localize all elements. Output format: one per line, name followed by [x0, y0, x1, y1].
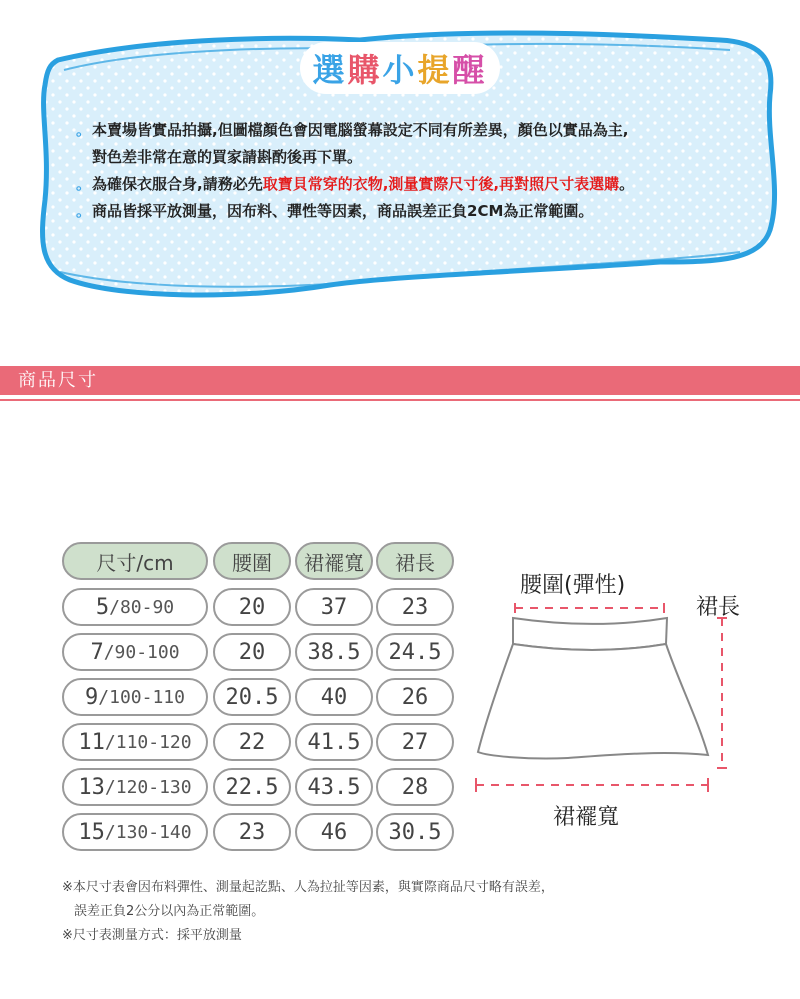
- notice-title-char: 選: [312, 51, 348, 89]
- table-cell-length: 23: [376, 588, 454, 626]
- skirt-illustration: [458, 560, 800, 840]
- header-hem: 裙襬寬: [295, 542, 373, 580]
- size-value: 5: [95, 594, 110, 620]
- table-cell-hem: 41.5: [295, 723, 373, 761]
- table-cell-waist: 22: [213, 723, 291, 761]
- size-range: /90-100: [103, 641, 180, 663]
- notice-title-char: 購: [347, 51, 383, 89]
- notice-text: 本賣場皆實品拍攝,但圖檔顏色會因電腦螢幕設定不同有所差異，顏色以實品為主,: [92, 121, 629, 139]
- table-cell-waist: 20: [213, 633, 291, 671]
- section-divider: [0, 399, 800, 401]
- notice-highlight-text: 取寶貝常穿的衣物,測量實際尺寸後,再對照尺寸表選購: [262, 175, 620, 193]
- table-cell-length: 30.5: [376, 813, 454, 851]
- size-value: 9: [85, 684, 99, 710]
- table-cell-hem: 37: [295, 588, 373, 626]
- notice-panel: [0, 0, 800, 330]
- table-cell-waist: 20.5: [213, 678, 291, 716]
- table-cell-size: [62, 723, 208, 761]
- size-value: 15: [78, 819, 105, 845]
- notice-title-char: 提: [417, 51, 453, 89]
- table-cell-hem: 38.5: [295, 633, 373, 671]
- notice-item: [66, 198, 766, 225]
- footnote: ※尺寸表測量方式：採平放測量: [62, 928, 242, 943]
- table-cell-hem: 40: [295, 678, 373, 716]
- size-range: /110-120: [104, 731, 192, 753]
- header-waist: 腰圍: [213, 542, 291, 580]
- table-cell-waist: 22.5: [213, 768, 291, 806]
- header-size: 尺寸/cm: [62, 542, 208, 580]
- table-cell-size: [62, 678, 208, 716]
- section-header: [0, 366, 800, 395]
- footnote: 誤差正負2公分以內為正常範圍。: [74, 904, 265, 919]
- skirt-diagram: [458, 560, 800, 840]
- table-cell-length: 28: [376, 768, 454, 806]
- table-cell-hem: 46: [295, 813, 373, 851]
- table-cell-size: [62, 813, 208, 851]
- footnote: ※本尺寸表會因布料彈性、測量起訖點、人為拉扯等因素，與實際商品尺寸略有誤差，: [62, 880, 554, 895]
- size-range: /100-110: [98, 686, 185, 708]
- header-length: 裙長: [376, 542, 454, 580]
- size-value: 7: [90, 639, 104, 665]
- notice-item: [66, 117, 766, 171]
- notice-text: 商品皆採平放測量，因布料、彈性等因素，商品誤差正負2CM為正常範圍。: [92, 202, 594, 220]
- waist-label: 腰圍(彈性): [520, 573, 626, 598]
- bullet-icon: 。: [76, 202, 92, 220]
- table-cell-size: [62, 588, 208, 626]
- notice-item: [66, 171, 766, 198]
- table-cell-length: 26: [376, 678, 454, 716]
- size-value: 11: [78, 729, 105, 755]
- length-label: 裙長: [696, 595, 741, 620]
- size-range: /120-130: [104, 776, 192, 798]
- size-value: 13: [78, 774, 105, 800]
- table-cell-size: [62, 633, 208, 671]
- notice-title: [300, 42, 500, 94]
- table-cell-waist: 20: [213, 588, 291, 626]
- table-cell-waist: 23: [213, 813, 291, 851]
- notice-title-char: 小: [382, 51, 418, 89]
- bullet-icon: 。: [76, 175, 92, 193]
- notice-text: 對色差非常在意的買家請斟酌後再下單。: [92, 148, 363, 166]
- size-range: /80-90: [109, 596, 175, 618]
- bullet-icon: 。: [76, 121, 92, 139]
- table-cell-length: 27: [376, 723, 454, 761]
- notice-title-char: 醒: [452, 51, 488, 89]
- notice-text: 為確保衣服合身,請務必先: [92, 175, 263, 193]
- table-cell-length: 24.5: [376, 633, 454, 671]
- table-cell-size: [62, 768, 208, 806]
- notice-list: [66, 117, 766, 225]
- size-range: /130-140: [104, 821, 192, 843]
- hem-label: 裙襬寬: [553, 805, 620, 830]
- table-cell-hem: 43.5: [295, 768, 373, 806]
- section-title: 商品尺寸: [18, 370, 98, 391]
- notice-text: 。: [619, 175, 635, 193]
